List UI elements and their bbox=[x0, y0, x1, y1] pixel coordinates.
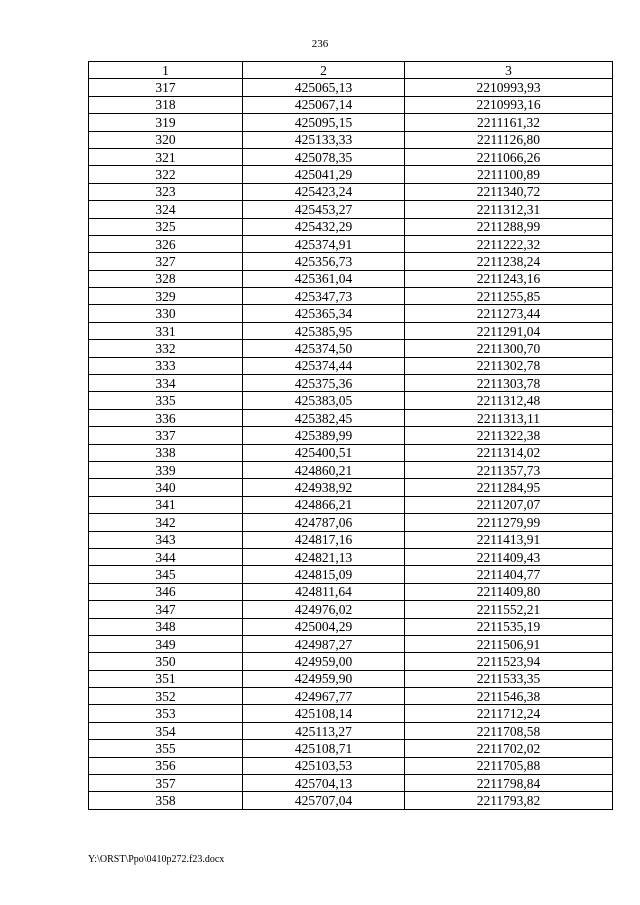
x-coordinate-cell: 424860,21 bbox=[243, 461, 405, 478]
table-row bbox=[89, 166, 613, 183]
y-coordinate-cell: 2211552,21 bbox=[405, 601, 613, 618]
y-coordinate-cell: 2211238,24 bbox=[405, 253, 613, 270]
table-row bbox=[89, 427, 613, 444]
point-number-cell: 341 bbox=[89, 496, 243, 513]
point-number-cell: 321 bbox=[89, 148, 243, 165]
y-coordinate-cell: 2211314,02 bbox=[405, 444, 613, 461]
table-row bbox=[89, 96, 613, 113]
table-row bbox=[89, 670, 613, 687]
y-coordinate-cell: 2211284,95 bbox=[405, 479, 613, 496]
point-number-cell: 327 bbox=[89, 253, 243, 270]
point-number-cell: 323 bbox=[89, 183, 243, 200]
table-header-row bbox=[89, 62, 613, 79]
x-coordinate-cell: 424959,00 bbox=[243, 653, 405, 670]
point-number-cell: 348 bbox=[89, 618, 243, 635]
y-coordinate-cell: 2211273,44 bbox=[405, 305, 613, 322]
point-number-cell: 347 bbox=[89, 601, 243, 618]
x-coordinate-cell: 425453,27 bbox=[243, 201, 405, 218]
y-coordinate-cell: 2211066,26 bbox=[405, 148, 613, 165]
table-row bbox=[89, 531, 613, 548]
x-coordinate-cell: 425103,53 bbox=[243, 757, 405, 774]
x-coordinate-cell: 425389,99 bbox=[243, 427, 405, 444]
table-row bbox=[89, 496, 613, 513]
x-coordinate-cell: 424787,06 bbox=[243, 514, 405, 531]
table-row bbox=[89, 270, 613, 287]
x-coordinate-cell: 425423,24 bbox=[243, 183, 405, 200]
y-coordinate-cell: 2211798,84 bbox=[405, 775, 613, 792]
point-number-cell: 336 bbox=[89, 409, 243, 426]
x-coordinate-cell: 425041,29 bbox=[243, 166, 405, 183]
x-coordinate-cell: 425113,27 bbox=[243, 722, 405, 739]
x-coordinate-cell: 424967,77 bbox=[243, 688, 405, 705]
x-coordinate-cell: 425108,14 bbox=[243, 705, 405, 722]
point-number-cell: 328 bbox=[89, 270, 243, 287]
table-row bbox=[89, 357, 613, 374]
y-coordinate-cell: 2211546,38 bbox=[405, 688, 613, 705]
point-number-cell: 358 bbox=[89, 792, 243, 809]
page-number: 236 bbox=[311, 38, 329, 50]
x-coordinate-cell: 424959,90 bbox=[243, 670, 405, 687]
point-number-cell: 320 bbox=[89, 131, 243, 148]
x-coordinate-cell: 425383,05 bbox=[243, 392, 405, 409]
point-number-cell: 333 bbox=[89, 357, 243, 374]
point-number-cell: 319 bbox=[89, 114, 243, 131]
table-row bbox=[89, 775, 613, 792]
point-number-cell: 330 bbox=[89, 305, 243, 322]
y-coordinate-cell: 2211303,78 bbox=[405, 375, 613, 392]
x-coordinate-cell: 425108,71 bbox=[243, 740, 405, 757]
y-coordinate-cell: 2211312,31 bbox=[405, 201, 613, 218]
point-number-cell: 354 bbox=[89, 722, 243, 739]
y-coordinate-cell: 2211161,32 bbox=[405, 114, 613, 131]
x-coordinate-cell: 425385,95 bbox=[243, 322, 405, 339]
x-coordinate-cell: 425095,15 bbox=[243, 114, 405, 131]
y-coordinate-cell: 2211793,82 bbox=[405, 792, 613, 809]
column-header-1: 1 bbox=[89, 62, 243, 79]
x-coordinate-cell: 425067,14 bbox=[243, 96, 405, 113]
table-row bbox=[89, 253, 613, 270]
x-coordinate-cell: 424976,02 bbox=[243, 601, 405, 618]
x-coordinate-cell: 425133,33 bbox=[243, 131, 405, 148]
table-row bbox=[89, 566, 613, 583]
point-number-cell: 318 bbox=[89, 96, 243, 113]
table-row bbox=[89, 235, 613, 252]
table-row bbox=[89, 757, 613, 774]
point-number-cell: 317 bbox=[89, 79, 243, 96]
y-coordinate-cell: 2211357,73 bbox=[405, 461, 613, 478]
point-number-cell: 346 bbox=[89, 583, 243, 600]
table-row bbox=[89, 375, 613, 392]
x-coordinate-cell: 424821,13 bbox=[243, 548, 405, 565]
point-number-cell: 338 bbox=[89, 444, 243, 461]
y-coordinate-cell: 2211535,19 bbox=[405, 618, 613, 635]
point-number-cell: 344 bbox=[89, 548, 243, 565]
point-number-cell: 324 bbox=[89, 201, 243, 218]
x-coordinate-cell: 425374,50 bbox=[243, 340, 405, 357]
x-coordinate-cell: 425432,29 bbox=[243, 218, 405, 235]
x-coordinate-cell: 425065,13 bbox=[243, 79, 405, 96]
point-number-cell: 352 bbox=[89, 688, 243, 705]
point-number-cell: 343 bbox=[89, 531, 243, 548]
point-number-cell: 355 bbox=[89, 740, 243, 757]
x-coordinate-cell: 425375,36 bbox=[243, 375, 405, 392]
point-number-cell: 331 bbox=[89, 322, 243, 339]
table-row bbox=[89, 114, 613, 131]
point-number-cell: 339 bbox=[89, 461, 243, 478]
x-coordinate-cell: 425004,29 bbox=[243, 618, 405, 635]
x-coordinate-cell: 425078,35 bbox=[243, 148, 405, 165]
y-coordinate-cell: 2211705,88 bbox=[405, 757, 613, 774]
table-row bbox=[89, 444, 613, 461]
x-coordinate-cell: 425361,04 bbox=[243, 270, 405, 287]
y-coordinate-cell: 2211255,85 bbox=[405, 288, 613, 305]
y-coordinate-cell: 2211322,38 bbox=[405, 427, 613, 444]
x-coordinate-cell: 425347,73 bbox=[243, 288, 405, 305]
y-coordinate-cell: 2211404,77 bbox=[405, 566, 613, 583]
y-coordinate-cell: 2211340,72 bbox=[405, 183, 613, 200]
column-header-2: 2 bbox=[243, 62, 405, 79]
point-number-cell: 332 bbox=[89, 340, 243, 357]
point-number-cell: 357 bbox=[89, 775, 243, 792]
x-coordinate-cell: 425382,45 bbox=[243, 409, 405, 426]
y-coordinate-cell: 2211291,04 bbox=[405, 322, 613, 339]
table-row bbox=[89, 479, 613, 496]
point-number-cell: 345 bbox=[89, 566, 243, 583]
x-coordinate-cell: 425400,51 bbox=[243, 444, 405, 461]
y-coordinate-cell: 2211222,32 bbox=[405, 235, 613, 252]
table-row bbox=[89, 409, 613, 426]
x-coordinate-cell: 425704,13 bbox=[243, 775, 405, 792]
x-coordinate-cell: 425374,44 bbox=[243, 357, 405, 374]
point-number-cell: 329 bbox=[89, 288, 243, 305]
x-coordinate-cell: 425707,04 bbox=[243, 792, 405, 809]
table-row bbox=[89, 392, 613, 409]
table-row bbox=[89, 635, 613, 652]
table-row bbox=[89, 201, 613, 218]
y-coordinate-cell: 2210993,93 bbox=[405, 79, 613, 96]
x-coordinate-cell: 424817,16 bbox=[243, 531, 405, 548]
y-coordinate-cell: 2211523,94 bbox=[405, 653, 613, 670]
y-coordinate-cell: 2211712,24 bbox=[405, 705, 613, 722]
table-row bbox=[89, 514, 613, 531]
y-coordinate-cell: 2211533,35 bbox=[405, 670, 613, 687]
table-body bbox=[89, 79, 613, 809]
y-coordinate-cell: 2211243,16 bbox=[405, 270, 613, 287]
point-number-cell: 334 bbox=[89, 375, 243, 392]
point-number-cell: 340 bbox=[89, 479, 243, 496]
x-coordinate-cell: 424866,21 bbox=[243, 496, 405, 513]
point-number-cell: 322 bbox=[89, 166, 243, 183]
x-coordinate-cell: 424938,92 bbox=[243, 479, 405, 496]
y-coordinate-cell: 2211702,02 bbox=[405, 740, 613, 757]
point-number-cell: 342 bbox=[89, 514, 243, 531]
y-coordinate-cell: 2211409,80 bbox=[405, 583, 613, 600]
y-coordinate-cell: 2211288,99 bbox=[405, 218, 613, 235]
table-row bbox=[89, 618, 613, 635]
table-row bbox=[89, 322, 613, 339]
column-header-3: 3 bbox=[405, 62, 613, 79]
x-coordinate-cell: 425356,73 bbox=[243, 253, 405, 270]
table-row bbox=[89, 218, 613, 235]
point-number-cell: 350 bbox=[89, 653, 243, 670]
point-number-cell: 356 bbox=[89, 757, 243, 774]
table-row bbox=[89, 688, 613, 705]
y-coordinate-cell: 2211300,70 bbox=[405, 340, 613, 357]
table-row bbox=[89, 131, 613, 148]
table-row bbox=[89, 183, 613, 200]
footer-file-path: Y:\ORST\Ppo\0410p272.f23.docx bbox=[88, 854, 225, 865]
table-row bbox=[89, 548, 613, 565]
point-number-cell: 335 bbox=[89, 392, 243, 409]
coordinates-table bbox=[88, 61, 613, 810]
y-coordinate-cell: 2211506,91 bbox=[405, 635, 613, 652]
point-number-cell: 353 bbox=[89, 705, 243, 722]
x-coordinate-cell: 424815,09 bbox=[243, 566, 405, 583]
x-coordinate-cell: 424987,27 bbox=[243, 635, 405, 652]
y-coordinate-cell: 2210993,16 bbox=[405, 96, 613, 113]
table-row bbox=[89, 722, 613, 739]
point-number-cell: 351 bbox=[89, 670, 243, 687]
y-coordinate-cell: 2211207,07 bbox=[405, 496, 613, 513]
table-row bbox=[89, 583, 613, 600]
point-number-cell: 325 bbox=[89, 218, 243, 235]
point-number-cell: 349 bbox=[89, 635, 243, 652]
table-row bbox=[89, 288, 613, 305]
table-row bbox=[89, 653, 613, 670]
table-row bbox=[89, 705, 613, 722]
table-row bbox=[89, 79, 613, 96]
table-row bbox=[89, 792, 613, 809]
table-row bbox=[89, 461, 613, 478]
x-coordinate-cell: 425365,34 bbox=[243, 305, 405, 322]
table-row bbox=[89, 340, 613, 357]
y-coordinate-cell: 2211708,58 bbox=[405, 722, 613, 739]
table-row bbox=[89, 148, 613, 165]
y-coordinate-cell: 2211313,11 bbox=[405, 409, 613, 426]
x-coordinate-cell: 425374,91 bbox=[243, 235, 405, 252]
table-row bbox=[89, 740, 613, 757]
point-number-cell: 337 bbox=[89, 427, 243, 444]
y-coordinate-cell: 2211100,89 bbox=[405, 166, 613, 183]
y-coordinate-cell: 2211302,78 bbox=[405, 357, 613, 374]
y-coordinate-cell: 2211312,48 bbox=[405, 392, 613, 409]
table-row bbox=[89, 601, 613, 618]
x-coordinate-cell: 424811,64 bbox=[243, 583, 405, 600]
point-number-cell: 326 bbox=[89, 235, 243, 252]
table-row bbox=[89, 305, 613, 322]
y-coordinate-cell: 2211409,43 bbox=[405, 548, 613, 565]
y-coordinate-cell: 2211413,91 bbox=[405, 531, 613, 548]
y-coordinate-cell: 2211279,99 bbox=[405, 514, 613, 531]
y-coordinate-cell: 2211126,80 bbox=[405, 131, 613, 148]
